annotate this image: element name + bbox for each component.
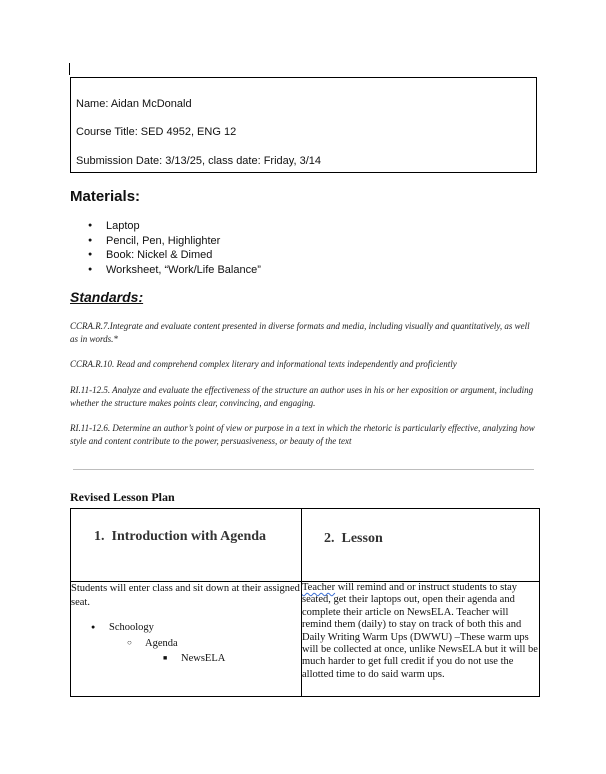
column-title: Lesson xyxy=(341,531,383,546)
lesson-plan-table xyxy=(70,508,540,697)
material-item: ● Laptop xyxy=(88,219,261,234)
spellcheck-word: Teacher xyxy=(302,582,336,593)
column-title: Introduction with Agenda xyxy=(111,529,267,544)
submission-date: Submission Date: 3/13/25, class date: Friday, 3/14 xyxy=(76,155,321,167)
standard-item: CCRA.R.10. Read and comprehend complex literary and informational texts independently and proficiently xyxy=(70,359,457,369)
horizontal-divider xyxy=(73,469,534,470)
list-item-label: NewsELA xyxy=(181,653,226,664)
text-cursor xyxy=(69,63,70,75)
student-info-box xyxy=(70,77,537,173)
list-item-label: Agenda xyxy=(145,637,178,649)
lesson-plan-heading: Revised Lesson Plan xyxy=(70,490,175,504)
standards-heading: Standards: xyxy=(70,289,144,305)
list-item xyxy=(71,636,301,652)
lesson-text: will remind and or instruct students to stay seated, get their laptops out, open their agenda and complete their article on NewsELA. Teacher will remind them (daily) to stay on track of both this and Daily Writing Warm Ups (DWWU) –These warm ups will be collected at once, unlike NewsELA but it will be much harder to get full credit if you do not use the allotted time to do said warm ups. xyxy=(302,582,538,680)
material-item: ● Pencil, Pen, Highlighter xyxy=(88,234,261,249)
column-header-lesson xyxy=(302,509,540,582)
list-item xyxy=(71,620,301,636)
introduction-bullets xyxy=(71,620,301,667)
column-number: 2. xyxy=(324,531,335,546)
materials-list xyxy=(88,219,261,278)
list-item xyxy=(71,651,301,667)
lesson-cell xyxy=(302,582,540,697)
materials-heading: Materials: xyxy=(70,188,141,205)
column-number: 1. xyxy=(94,529,105,544)
bullet-icon: ● xyxy=(91,623,96,631)
hollow-bullet-icon: ○ xyxy=(127,637,132,647)
material-item: ● Book: Nickel & Dimed xyxy=(88,248,261,263)
introduction-cell xyxy=(71,582,302,697)
standard-item: CCRA.R.7.Integrate and evaluate content presented in diverse formats and media, including visually and quantitatively, as well as in words.* xyxy=(70,321,530,344)
student-name: Name: Aidan McDonald xyxy=(76,98,192,110)
material-item: ● Worksheet, “Work/Life Balance” xyxy=(88,263,261,278)
standard-item: RI.11-12.5. Analyze and evaluate the effectiveness of the structure an author uses in his or her exposition or argument, including whether the structure makes points clear, convincing, and engaging. xyxy=(70,385,534,408)
standard-item: RI.11-12.6. Determine an author’s point of view or purpose in a text in which the rhetoric is particularly effective, analyzing how style and content contribute to the power, persuasiveness, or beauty of the text xyxy=(70,423,535,446)
square-bullet-icon: ■ xyxy=(163,654,168,662)
course-title: Course Title: SED 4952, ENG 12 xyxy=(76,126,237,138)
introduction-text: Students will enter class and sit down at their assigned seat. xyxy=(71,583,300,608)
list-item-label: Schoology xyxy=(109,622,154,633)
column-header-introduction xyxy=(71,509,302,582)
